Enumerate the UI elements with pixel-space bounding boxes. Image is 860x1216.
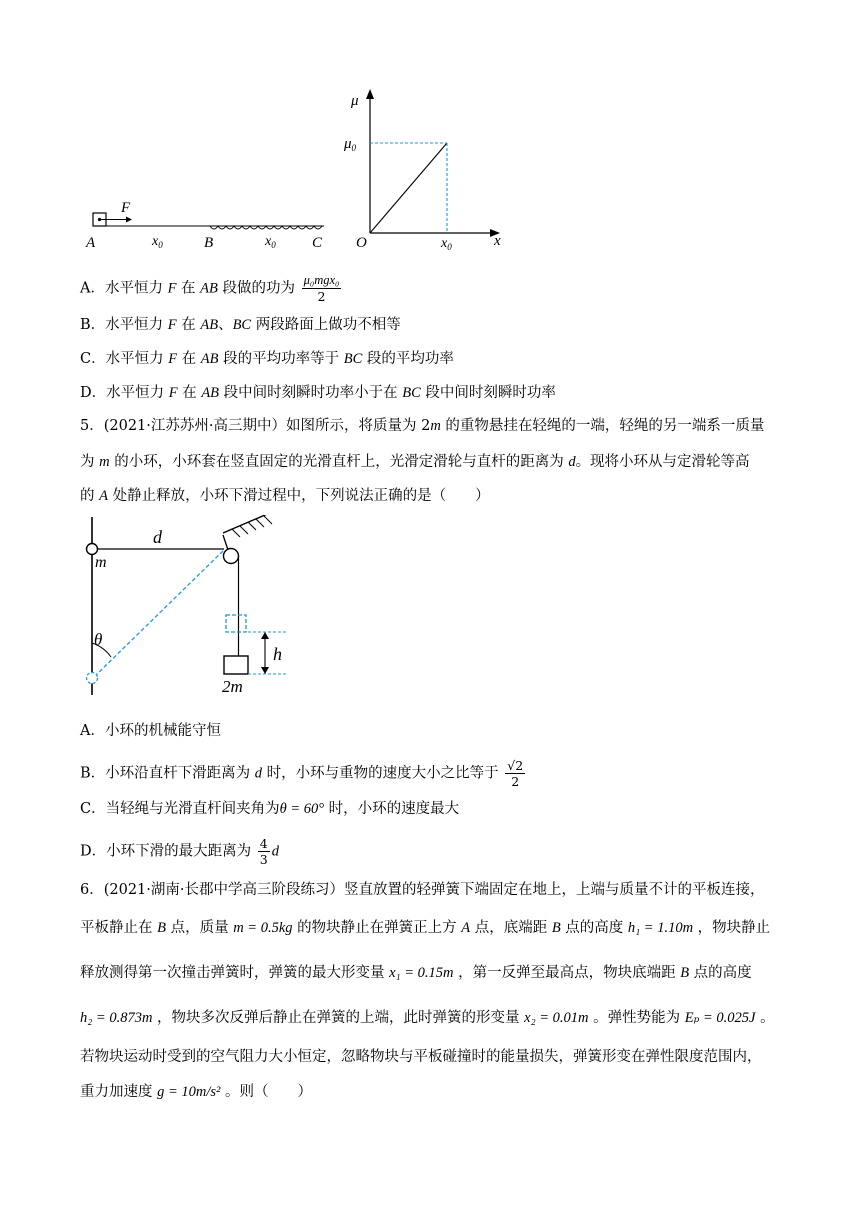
seg-ab-label: $x_0$: [152, 234, 163, 250]
point-a-label: A: [86, 235, 96, 251]
mu-line: [370, 143, 447, 233]
q5-stem-line3: 的 A 处静止释放，小环下滑过程中，下列说法正确的是（ ）: [80, 488, 490, 504]
h-arrow-down: [261, 667, 269, 674]
q6-stem-line5: 若物块运动时受到的空气阻力大小恒定，忽略物块与平板碰撞时的能量损失，弹簧形变在弹性限度范围内，: [80, 1049, 762, 1065]
q5-option-d: D．小环下滑的最大距离为 $\frac{4}{3}$ d: [80, 836, 279, 867]
force-label: F: [121, 200, 131, 216]
q5-stem-line1: 5．(2021·江苏苏州·高三期中）如图所示，将质量为 2m 的重物悬挂在轻绳的一端，轻绳的另一端系一质量: [80, 418, 765, 434]
rope-diagonal-dashed: [96, 551, 223, 675]
q5-option-a: A．小环的机械能守恒: [80, 723, 221, 739]
pulley: [224, 549, 239, 564]
q6-stem-line3: 释放测得第一次撞击弹簧时，弹簧的最大形变量 x₁ = 0.15m ，第一反弹至最高点，物块底端距 B 点的高度: [80, 965, 752, 981]
q6-stem-line1: 6．(2021·湖南·长郡中学高三阶段练习）竖直放置的轻弹簧下端固定在地上，上端与质量不计的平板连接，: [80, 882, 765, 898]
q5-option-c: C．当轻绳与光滑直杆间夹角为θ = 60° 时，小环的速度最大: [80, 801, 460, 817]
mu0-label: $\mu_0$: [344, 136, 357, 153]
point-c-label: C: [312, 235, 323, 251]
mass-m-label: m: [95, 554, 107, 571]
ring-start: [87, 544, 98, 555]
ring-final-dashed: [87, 673, 98, 684]
mu-x-graph: [343, 89, 501, 252]
x0-tick-label: $x_0$: [441, 236, 452, 252]
x-axis-label: x: [494, 233, 501, 249]
rough-segment-bc: [210, 226, 322, 229]
ceiling-mount: [223, 515, 272, 533]
q6-stem-line2: 平板静止在 B 点，质量 m = 0.5kg 的物块静止在弹簧正上方 A 点，底端距 B 点的高度 h₁ = 1.10m ，物块静止: [80, 920, 771, 936]
work-fraction: $\frac{\text{μ₀mgx₀}}{2}$: [303, 273, 340, 304]
mass-2m: [224, 656, 248, 674]
q4-option-c: C．水平恒力 F 在 AB 段的平均功率等于 BC 段的平均功率: [80, 351, 454, 367]
q5-option-b: B．小环沿直杆下滑距离为 d 时，小环与重物的速度大小之比等于 $\frac{√2}{2}$: [80, 758, 524, 789]
figure-track-and-friction-graph: [80, 85, 520, 255]
q4-option-b: B．水平恒力 F 在 AB、BC 两段路面上做功不相等: [80, 317, 401, 333]
theta-label: θ: [94, 630, 103, 649]
force-arrow-head: [126, 217, 132, 223]
height-h-label: h: [273, 644, 282, 664]
mass-2m-label: 2m: [222, 677, 243, 695]
q6-stem-line4: h₂ = 0.873m ，物块多次反弹后静止在弹簧的上端，此时弹簧的形变量 x₂ = 0.01m 。弹性势能为 Eₚ = 0.025J 。: [80, 1010, 775, 1026]
distance-d-label: d: [153, 527, 162, 547]
speed-ratio-fraction: $\frac{√2}{2}$: [507, 758, 524, 789]
q5-stem-line2: 为 m 的小环，小环套在竖直固定的光滑直杆上，光滑定滑轮与直杆的距离为 d。现将小环从与定滑轮等高: [80, 454, 750, 470]
point-b-label: B: [204, 235, 214, 251]
y-axis-arrow: [366, 89, 374, 99]
figure-ring-pulley-mass: [80, 515, 320, 695]
y-axis-label: μ: [351, 93, 359, 109]
origin-label: O: [356, 235, 367, 251]
q6-stem-line6: 重力加速度 g = 10m/s² 。则（ ）: [80, 1084, 312, 1100]
q4-option-a: A．水平恒力 F 在 AB 段做的功为 $\frac{\text{μ₀mgx₀}}{2}$: [80, 273, 340, 304]
q4-option-d: D．水平恒力 F 在 AB 段中间时刻瞬时功率小于在 BC 段中间时刻瞬时功率: [80, 385, 556, 401]
track-diagram: [85, 200, 324, 251]
seg-bc-label: $x_0$: [265, 234, 276, 250]
max-distance-fraction: $\frac{4}{3}$: [259, 836, 268, 867]
mass-initial-dashed: [226, 615, 246, 632]
h-arrow-up: [261, 632, 269, 639]
